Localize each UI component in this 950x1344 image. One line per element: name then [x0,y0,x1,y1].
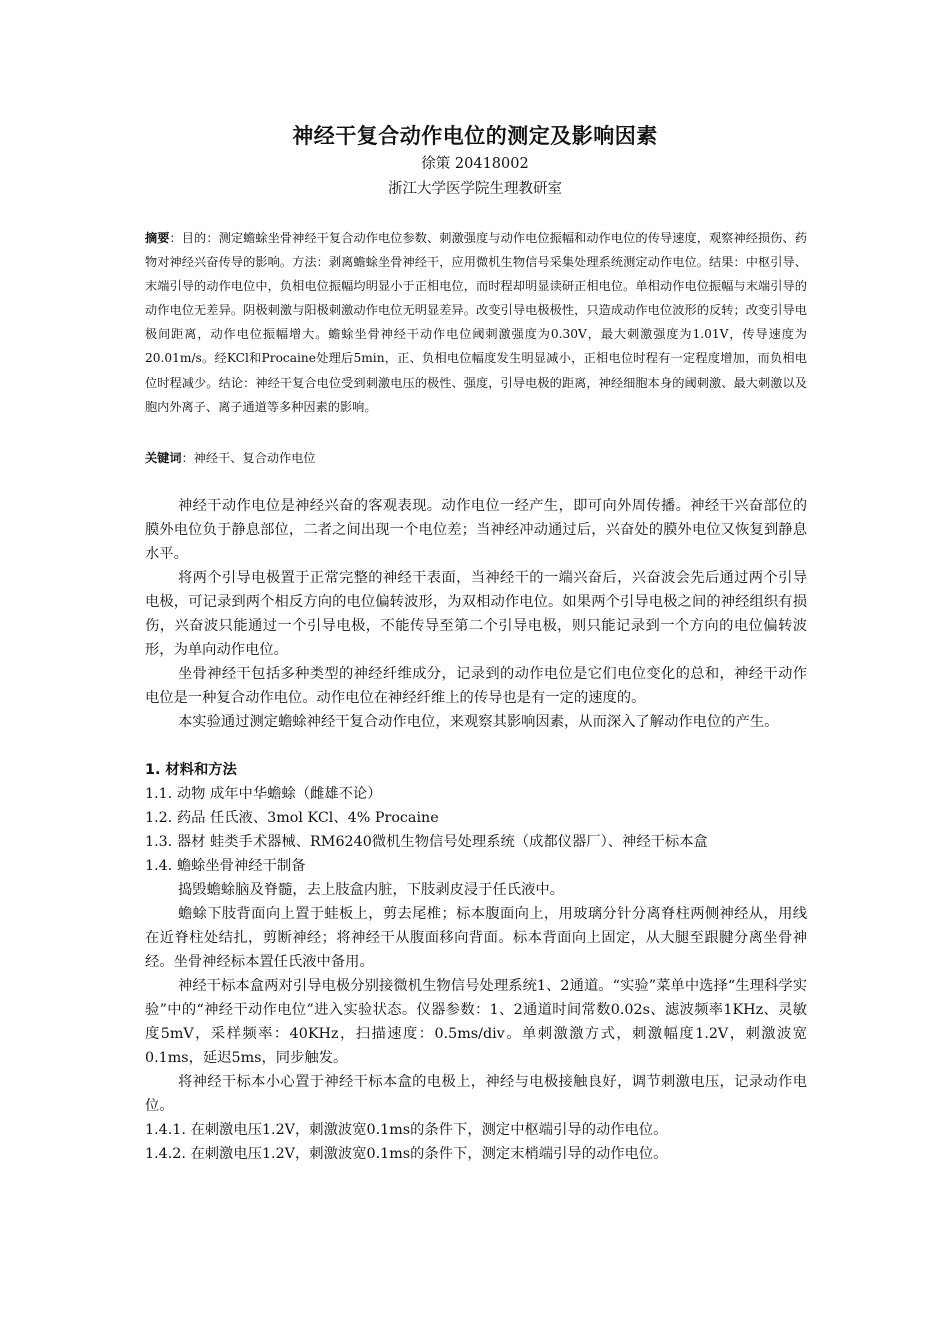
method-paragraph: 将神经干标本小心置于神经干标本盒的电极上，神经与电极接触良好，调节刺激电压，记录动作电位。 [145,1074,807,1114]
list-item: 1.3. 器材 蛙类手术器械、RM6240微机生物信号处理系统（成都仪器厂）、神经干标本盒 [145,834,708,850]
sub-list-item: 1.4.2. 在刺激电压1.2V，刺激波宽0.1ms的条件下，测定末梢端引导的动作电位。 [145,1146,668,1162]
author-line: 徐策 20418002 [421,156,529,172]
list-item: 1.4. 蟾蜍坐骨神经干制备 [145,858,306,874]
method-paragraph: 蟾蜍下肢背面向上置于蛙板上，剪去尾椎；标本腹面向上，用玻璃分针分离脊柱两侧神经从，用线在近脊柱处结扎，剪断神经；将神经干从腹面移向背面。标本背面向上固定，从大腿至跟腱分离坐骨神经。坐骨神经标本置任氏液中备用。 [145,906,807,970]
intro-paragraph: 本实验通过测定蟾蜍神经干复合动作电位，来观察其影响因素，从而深入了解动作电位的产生。 [178,714,779,730]
paper-title: 神经干复合动作电位的测定及影响因素 [292,123,658,148]
list-item: 1.2. 药品 任氏液、3mol KCl、4% Procaine [145,810,439,826]
keywords [145,449,316,466]
keywords-label: 关键词 [145,451,182,465]
body-text [145,494,807,1166]
intro-paragraph: 将两个引导电极置于正常完整的神经干表面，当神经干的一端兴奋后，兴奋波会先后通过两个引导电极，可记录到两个相反方向的电位偏转波形，为双相动作电位。如果两个引导电极之间的神经组织有损伤，兴奋波只能通过一个引导电极，不能传导至第二个引导电极，则只能记录到一个方向的电位偏转波形，为单向动作电位。 [145,570,807,658]
intro-paragraph: 神经干动作电位是神经兴奋的客观表现。动作电位一经产生，即可向外周传播。神经干兴奋部位的膜外电位负于静息部位，二者之间出现一个电位差；当神经冲动通过后，兴奋处的膜外电位又恢复到静息水平。 [145,498,807,562]
method-paragraph: 神经干标本盒两对引导电极分别接微机生物信号处理系统1、2通道。“实验”菜单中选择“生理科学实验”中的“神经干动作电位”进入实验状态。仪器参数：1、2通道时间常数0.02s、滤波频率1KHz、灵敏度5mV，采样频率：40KHz，扫描速度：0.5ms/div。单刺激激方式，刺激幅度1.2V，刺激波宽0.1ms，延迟5ms，同步触发。 [145,978,807,1066]
method-paragraph: 捣毁蟾蜍脑及脊髓，去上肢盒内脏，下肢剥皮浸于任氏液中。 [178,882,565,898]
abstract-text: ：目的：测定蟾蜍坐骨神经干复合动作电位参数、刺激强度与动作电位振幅和动作电位的传导速度，观察神经损伤、药物对神经兴奋传导的影响。方法：剥离蟾蜍坐骨神经干，应用微机生物信号采集处理系统测定动作电位。结果：中枢引导、末端引导的动作电位中，负相电位振幅均明显小于正相电位，而时程却明显读研正相电位。单相动作电位振幅与末端引导的动作电位无差异。阴极刺激与阳极刺激动作电位无明显差异。改变引导电极极性，只造成动作电位波形的反转；改变引导电极间距离，动作电位振幅增大。蟾蜍坐骨神经干动作电位阈刺激强度为0.30V，最大刺激强度为1.01V，传导速度为20.01m/s。经KCl和Procaine处理后5min，正、负相电位幅度发生明显减小，正相电位时程有一定程度增加，而负相电位时程减少。结论：神经干复合电位受到刺激电压的极性、强度，引导电极的距离，神经细胞本身的阈刺激、最大刺激以及胞内外离子、离子通道等多种因素的影响。 [145,231,808,414]
abstract [145,226,807,419]
intro-paragraph: 坐骨神经干包括多种类型的神经纤维成分，记录到的动作电位是它们电位变化的总和，神经干动作电位是一种复合动作电位。动作电位在神经纤维上的传导也是有一定的速度的。 [145,666,807,706]
section-heading: 1. 材料和方法 [145,762,237,778]
sub-list-item: 1.4.1. 在刺激电压1.2V，刺激波宽0.1ms的条件下，测定中枢端引导的动作电位。 [145,1122,668,1138]
keywords-text: ：神经干、复合动作电位 [181,451,316,465]
affiliation: 浙江大学医学院生理教研室 [388,181,562,197]
abstract-label: 摘要 [145,231,170,245]
list-item: 1.1. 动物 成年中华蟾蜍（雌雄不论） [145,786,382,802]
